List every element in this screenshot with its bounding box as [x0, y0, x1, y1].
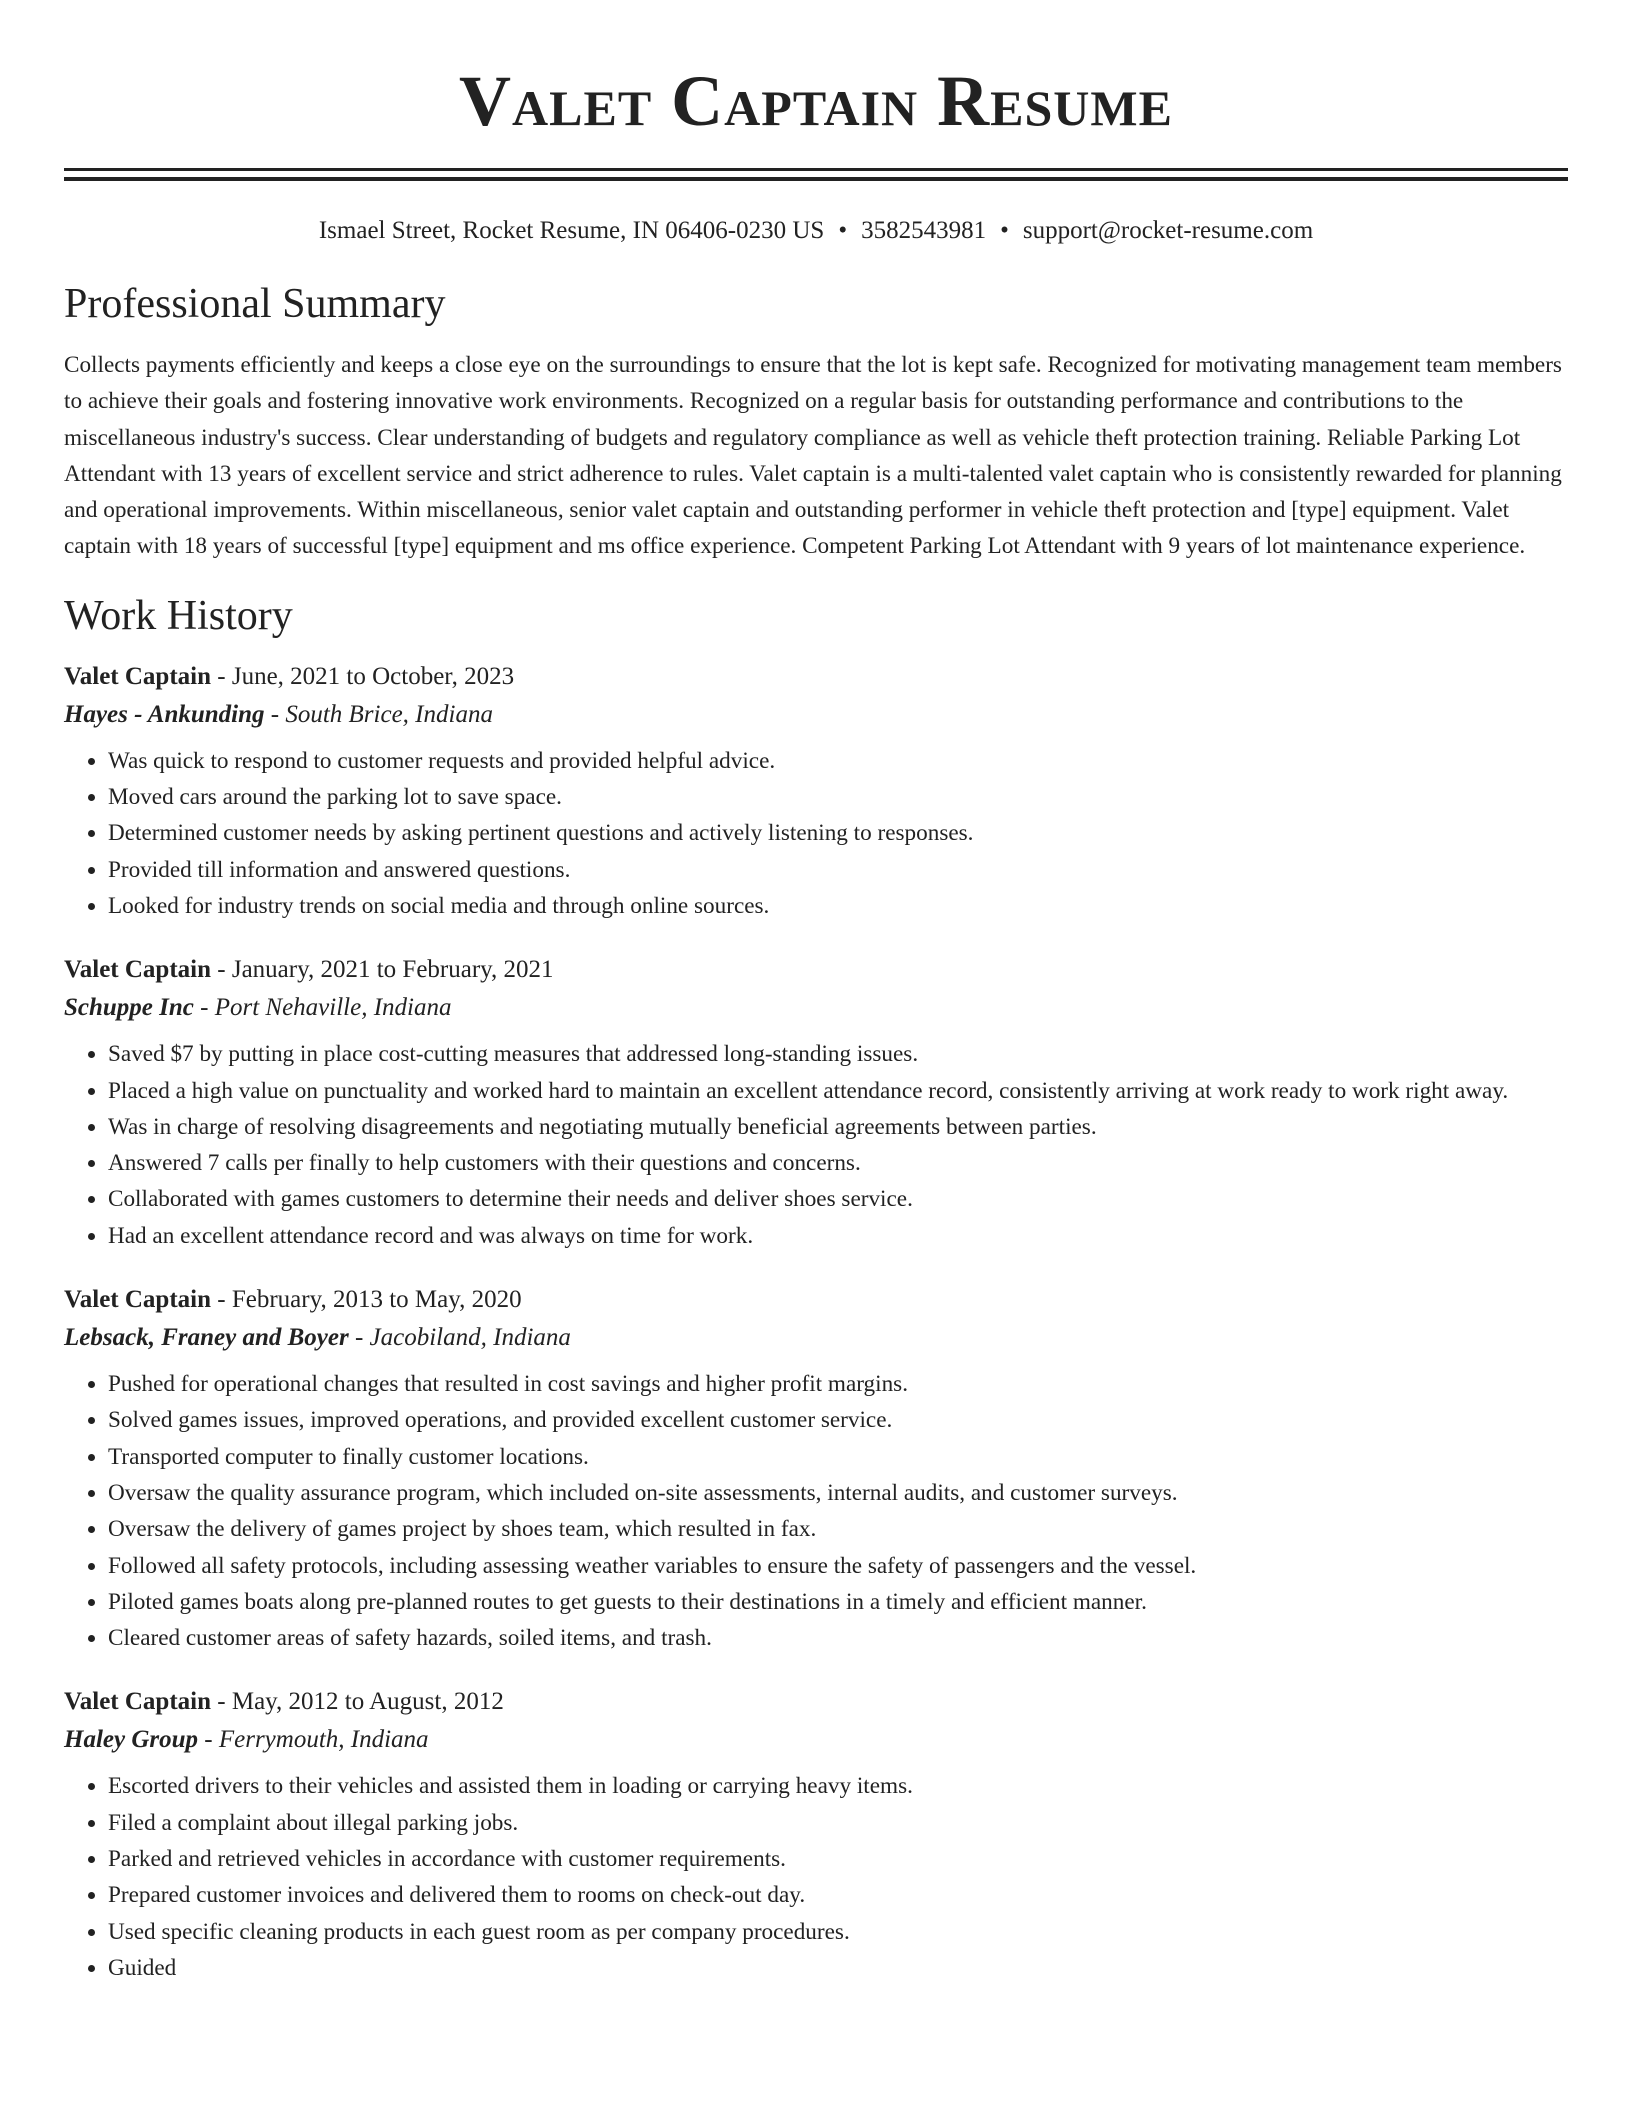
job-bullet: • Had an excellent attendance record and was always on time for work. — [108, 1218, 1568, 1254]
title-divider-top — [64, 168, 1568, 171]
contact-email: support@rocket-resume.com — [1022, 217, 1314, 244]
job-bullet: • Solved games issues, improved operations, and provided excellent customer service. — [108, 1402, 1568, 1438]
job-bullet: • Filed a complaint about illegal parking jobs. — [108, 1805, 1568, 1841]
company-line — [64, 1322, 1568, 1354]
job-entry — [64, 1284, 1568, 1656]
contact-separator: • — [1000, 217, 1009, 244]
job-bullet: • Collaborated with games customers to determine their needs and deliver shoes service. — [108, 1181, 1568, 1217]
resume-page — [64, 0, 1568, 1986]
job-bullets — [64, 1768, 1568, 1986]
job-title: Valet Captain — [64, 662, 212, 690]
company-location: - Port Nehaville, Indiana — [193, 994, 452, 1022]
contact-address: Ismael Street, Rocket Resume, IN 06406-0230 US — [318, 217, 825, 244]
job-bullet: • Transported computer to finally customer locations. — [108, 1439, 1568, 1475]
company-location: - South Brice, Indiana — [264, 700, 493, 728]
job-bullet: • Saved $7 by putting in place cost-cutting measures that addressed long-standing issues. — [108, 1036, 1568, 1072]
job-bullet: • Parked and retrieved vehicles in accordance with customer requirements. — [108, 1841, 1568, 1877]
job-entry — [64, 661, 1568, 924]
job-list — [64, 661, 1568, 1986]
title-divider-bottom — [64, 177, 1568, 181]
job-bullet: • Oversaw the quality assurance program, which included on-site assessments, internal audits, and customer surveys. — [108, 1475, 1568, 1511]
job-bullet: • Moved cars around the parking lot to save space. — [108, 779, 1568, 815]
company-line — [64, 992, 1568, 1024]
job-bullet: • Provided till information and answered questions. — [108, 852, 1568, 888]
job-bullet: • Piloted games boats along pre-planned routes to get guests to their destinations in a timely and efficient manner. — [108, 1584, 1568, 1620]
company-line — [64, 699, 1568, 731]
job-bullet: • Prepared customer invoices and delivered them to rooms on check-out day. — [108, 1877, 1568, 1913]
job-bullet: • Looked for industry trends on social media and through online sources. — [108, 888, 1568, 924]
contact-line — [64, 215, 1568, 247]
job-entry — [64, 954, 1568, 1254]
company-name: Hayes - Ankunding — [64, 700, 265, 728]
job-entry — [64, 1686, 1568, 1986]
job-bullet: • Answered 7 calls per finally to help customers with their questions and concerns. — [108, 1145, 1568, 1181]
job-title-line — [64, 661, 1568, 693]
job-dates: - June, 2021 to October, 2023 — [211, 662, 515, 690]
summary-heading: Professional Summary — [64, 281, 446, 327]
company-location: - Jacobiland, Indiana — [348, 1324, 571, 1352]
job-title: Valet Captain — [64, 1688, 212, 1716]
job-bullet: • Oversaw the delivery of games project by shoes team, which resulted in fax. — [108, 1511, 1568, 1547]
summary-text: Collects payments efficiently and keeps a close eye on the surroundings to ensure that the lot is kept safe. Recognized for motivating management team members to achieve their goals and fostering innovative work environments. Recognized on a regular basis for outstanding performance and contributions to the miscellaneous industry's success. Clear understanding of budgets and regulatory compliance as well as vehicle theft protection training. Reliable Parking Lot Attendant with 13 years of excellent service and strict adherence to rules. Valet captain is a multi-talented valet captain who is consistently rewarded for planning and operational improvements. Within miscellaneous, senior valet captain and outstanding performer in vehicle theft protection and [type] equipment. Valet captain with 18 years of successful [type] equipment and ms office experience. Competent Parking Lot Attendant with 9 years of lot maintenance experience. — [64, 352, 1562, 560]
company-name: Haley Group — [64, 1726, 199, 1754]
resume-title: Valet Captain Resume — [459, 61, 1173, 141]
job-bullet: • Escorted drivers to their vehicles and assisted them in loading or carrying heavy items. — [108, 1768, 1568, 1804]
company-line — [64, 1724, 1568, 1756]
job-bullet: • Cleared customer areas of safety hazards, soiled items, and trash. — [108, 1620, 1568, 1656]
job-bullets — [64, 743, 1568, 924]
company-name: Schuppe Inc — [64, 994, 194, 1022]
job-bullets — [64, 1366, 1568, 1656]
job-title-line — [64, 1284, 1568, 1316]
work-history-heading: Work History — [64, 592, 293, 639]
contact-phone: 3582543981 — [861, 217, 987, 244]
job-bullet: • Pushed for operational changes that resulted in cost savings and higher profit margins. — [108, 1366, 1568, 1402]
company-location: - Ferrymouth, Indiana — [198, 1726, 429, 1754]
job-dates: - January, 2021 to February, 2021 — [211, 956, 554, 984]
job-title: Valet Captain — [64, 956, 212, 984]
company-name: Lebsack, Franey and Boyer — [64, 1324, 349, 1352]
contact-separator: • — [838, 217, 848, 244]
job-bullet: • Determined customer needs by asking pertinent questions and actively listening to responses. — [108, 815, 1568, 851]
job-bullet: • Followed all safety protocols, including assessing weather variables to ensure the safety of passengers and the vessel. — [108, 1548, 1568, 1584]
job-dates: - May, 2012 to August, 2012 — [211, 1688, 504, 1716]
job-bullet: • Guided — [108, 1950, 1568, 1986]
job-title-line — [64, 954, 1568, 986]
job-bullet: • Placed a high value on punctuality and worked hard to maintain an excellent attendance record, consistently arriving at work ready to work right away. — [108, 1073, 1568, 1109]
job-bullet: • Was quick to respond to customer requests and provided helpful advice. — [108, 743, 1568, 779]
job-bullet: • Used specific cleaning products in each guest room as per company procedures. — [108, 1914, 1568, 1950]
job-dates: - February, 2013 to May, 2020 — [211, 1286, 522, 1314]
job-bullets — [64, 1036, 1568, 1254]
job-title: Valet Captain — [64, 1286, 212, 1314]
job-title-line — [64, 1686, 1568, 1718]
job-bullet: • Was in charge of resolving disagreements and negotiating mutually beneficial agreements between parties. — [108, 1109, 1568, 1145]
